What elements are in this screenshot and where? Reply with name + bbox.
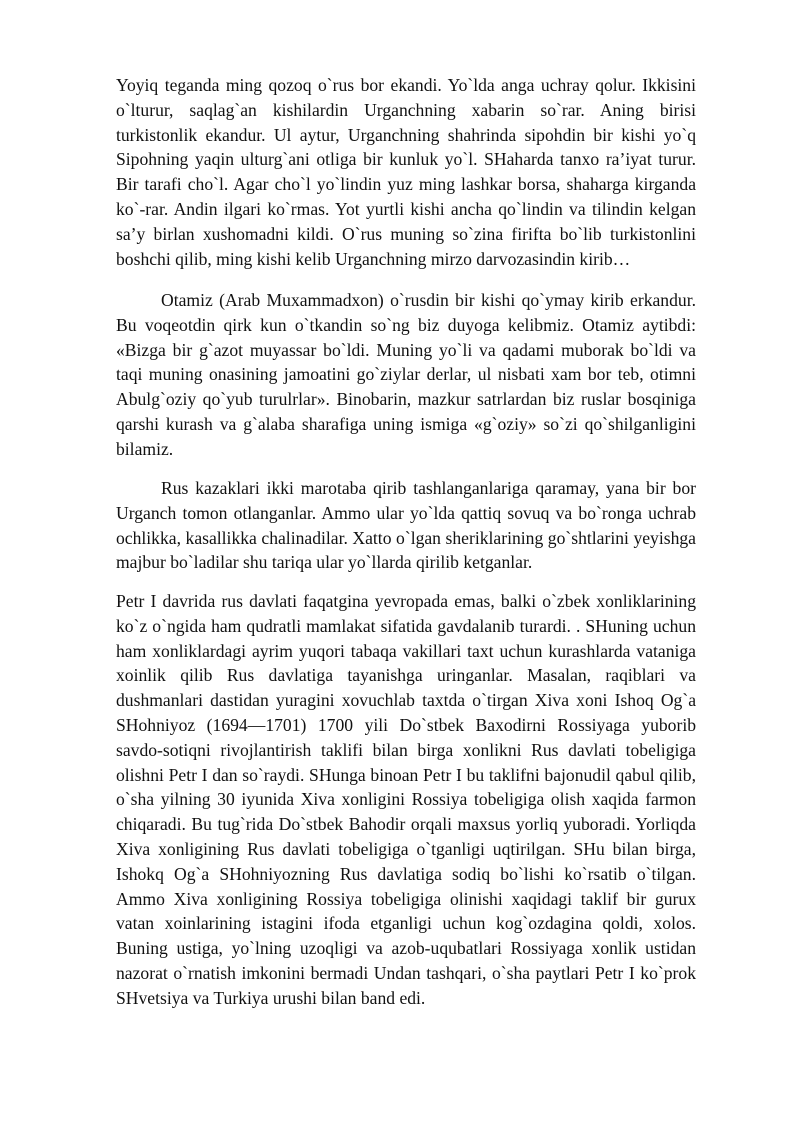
paragraph-3-block — [116, 476, 696, 575]
paragraph-2: Otamiz (Arab Muxammadxon) o`rusdin bir kishi qo`ymay kirib erkandur. Bu voqeotdin qirk kun o`tkandin so`ng biz duyoga kelibmiz. Otamiz aytibdi: «Bizga bir g`azot muyassar bo`ldi. Muning yo`li va qadami muborak bo`ldi va taqi muning onasining jamoatini go`ziylar derlar, ul nisbati xam bor teb, otimni Abulg`oziy qo`yub turulrlar». Binobarin, mazkur satrlardan biz ruslar bosqiniga qarshi kurash va g`alaba sharafiga uning ismiga «g`oziy» so`zi qo`shilganligini bilamiz. — [116, 290, 696, 459]
paragraph-4: Petr I davrida rus davlati faqatgina yevropada emas, balki o`zbek xonliklarining ko`z o`ngida ham qudratli mamlakat sifatida gavdalanib turardi. . SHuning uchun ham xonliklardagi ayrim yuqori tabaqa vakillari taxt uchun kurashlarda vataniga xoinlik qilib Rus davlatiga tayanishga uringanlar. Masalan, raqiblari va dushmanlari dastidan yuragini xovuchlab taxtda o`tirgan Xiva xoni Ishoq Og`a SHohniyoz (1694—1701) 1700 yili Do`stbek Baxodirni Rossiyaga yuborib savdo-sotiqni rivojlantirish taklifi bilan birga xonlikni Rus davlati tobeligiga olishni Petr I dan so`raydi. SHunga binoan Petr I bu taklifni bajonudil qabul qilib, o`sha yilning 30 iyunida Xiva xonligini Rossiya tobeligiga olish xaqida farmon chiqaradi. Bu tug`rida Do`stbek Bahodir orqali maxsus yorliq yuboradi. Yorliqda Xiva xonligining Rus davlati tobeligiga o`tganligi uqtirilgan. SHu bilan birga, Ishokq Og`a SHohniyozning Rus davlatiga sodiq bo`lishi ko`rsatib o`tilgan. Ammo Xiva xonligining Rossiya tobeligiga olinishi xaqidagi taklif bir gurux vatan xoinlarining istagini ifoda etganligi uchun kog`ozdagina qoldi, xolos. Buning ustiga, yo`lning uzoqligi va azob-uqubatlari Rossiyaga xonlik ustidan nazorat o`rnatish imkonini bermadi Undan tashqari, o`sha paytlari Petr I ko`prok SHvetsiya va Turkiya urushi bilan band edi. — [116, 591, 696, 1008]
paragraph-1-block — [116, 73, 696, 271]
paragraph-3: Rus kazaklari ikki marotaba qirib tashlanganlariga qaramay, yana bir bor Urganch tomon otlanganlar. Ammo ular yo`lda qattiq sovuq va bo`ronga uchrab ochlikka, kasallikka chalinadilar. Xatto o`lgan sheriklarining go`shtlarini yeyishga majbur bo`ladilar shu tariqa ular yo`llarda qirilib ketganlar. — [116, 478, 696, 573]
paragraph-2-block — [116, 288, 696, 462]
paragraph-4-block — [116, 589, 696, 1011]
paragraph-1: Yoyiq teganda ming qozoq o`rus bor ekandi. Yo`lda anga uchray qolur. Ikkisini o`lturur, saqlag`an kishilardin Urganchning xabarin so`rar. Aning birisi turkistonlik ekandur. Ul aytur, Urganchning shahrinda sipohdin bir kishi yo`q Sipohning yaqin ulturg`ani otliga bir kunluk yo`l. SHaharda tanxo ra’iyat turur. Bir tarafi cho`l. Agar cho`l yo`lindin yuz ming lashkar borsa, shaharga kirganda ko`-rar. Andin ilgari ko`rmas. Yot yurtli kishi ancha qo`lindin va tilindin kelgan sa’y birlan xushomadni kildi. O`rus muning so`zina firifta bo`lib turkistonlini boshchi qilib, ming kishi kelib Urganchning mirzo darvozasindin kirib… — [116, 75, 696, 269]
